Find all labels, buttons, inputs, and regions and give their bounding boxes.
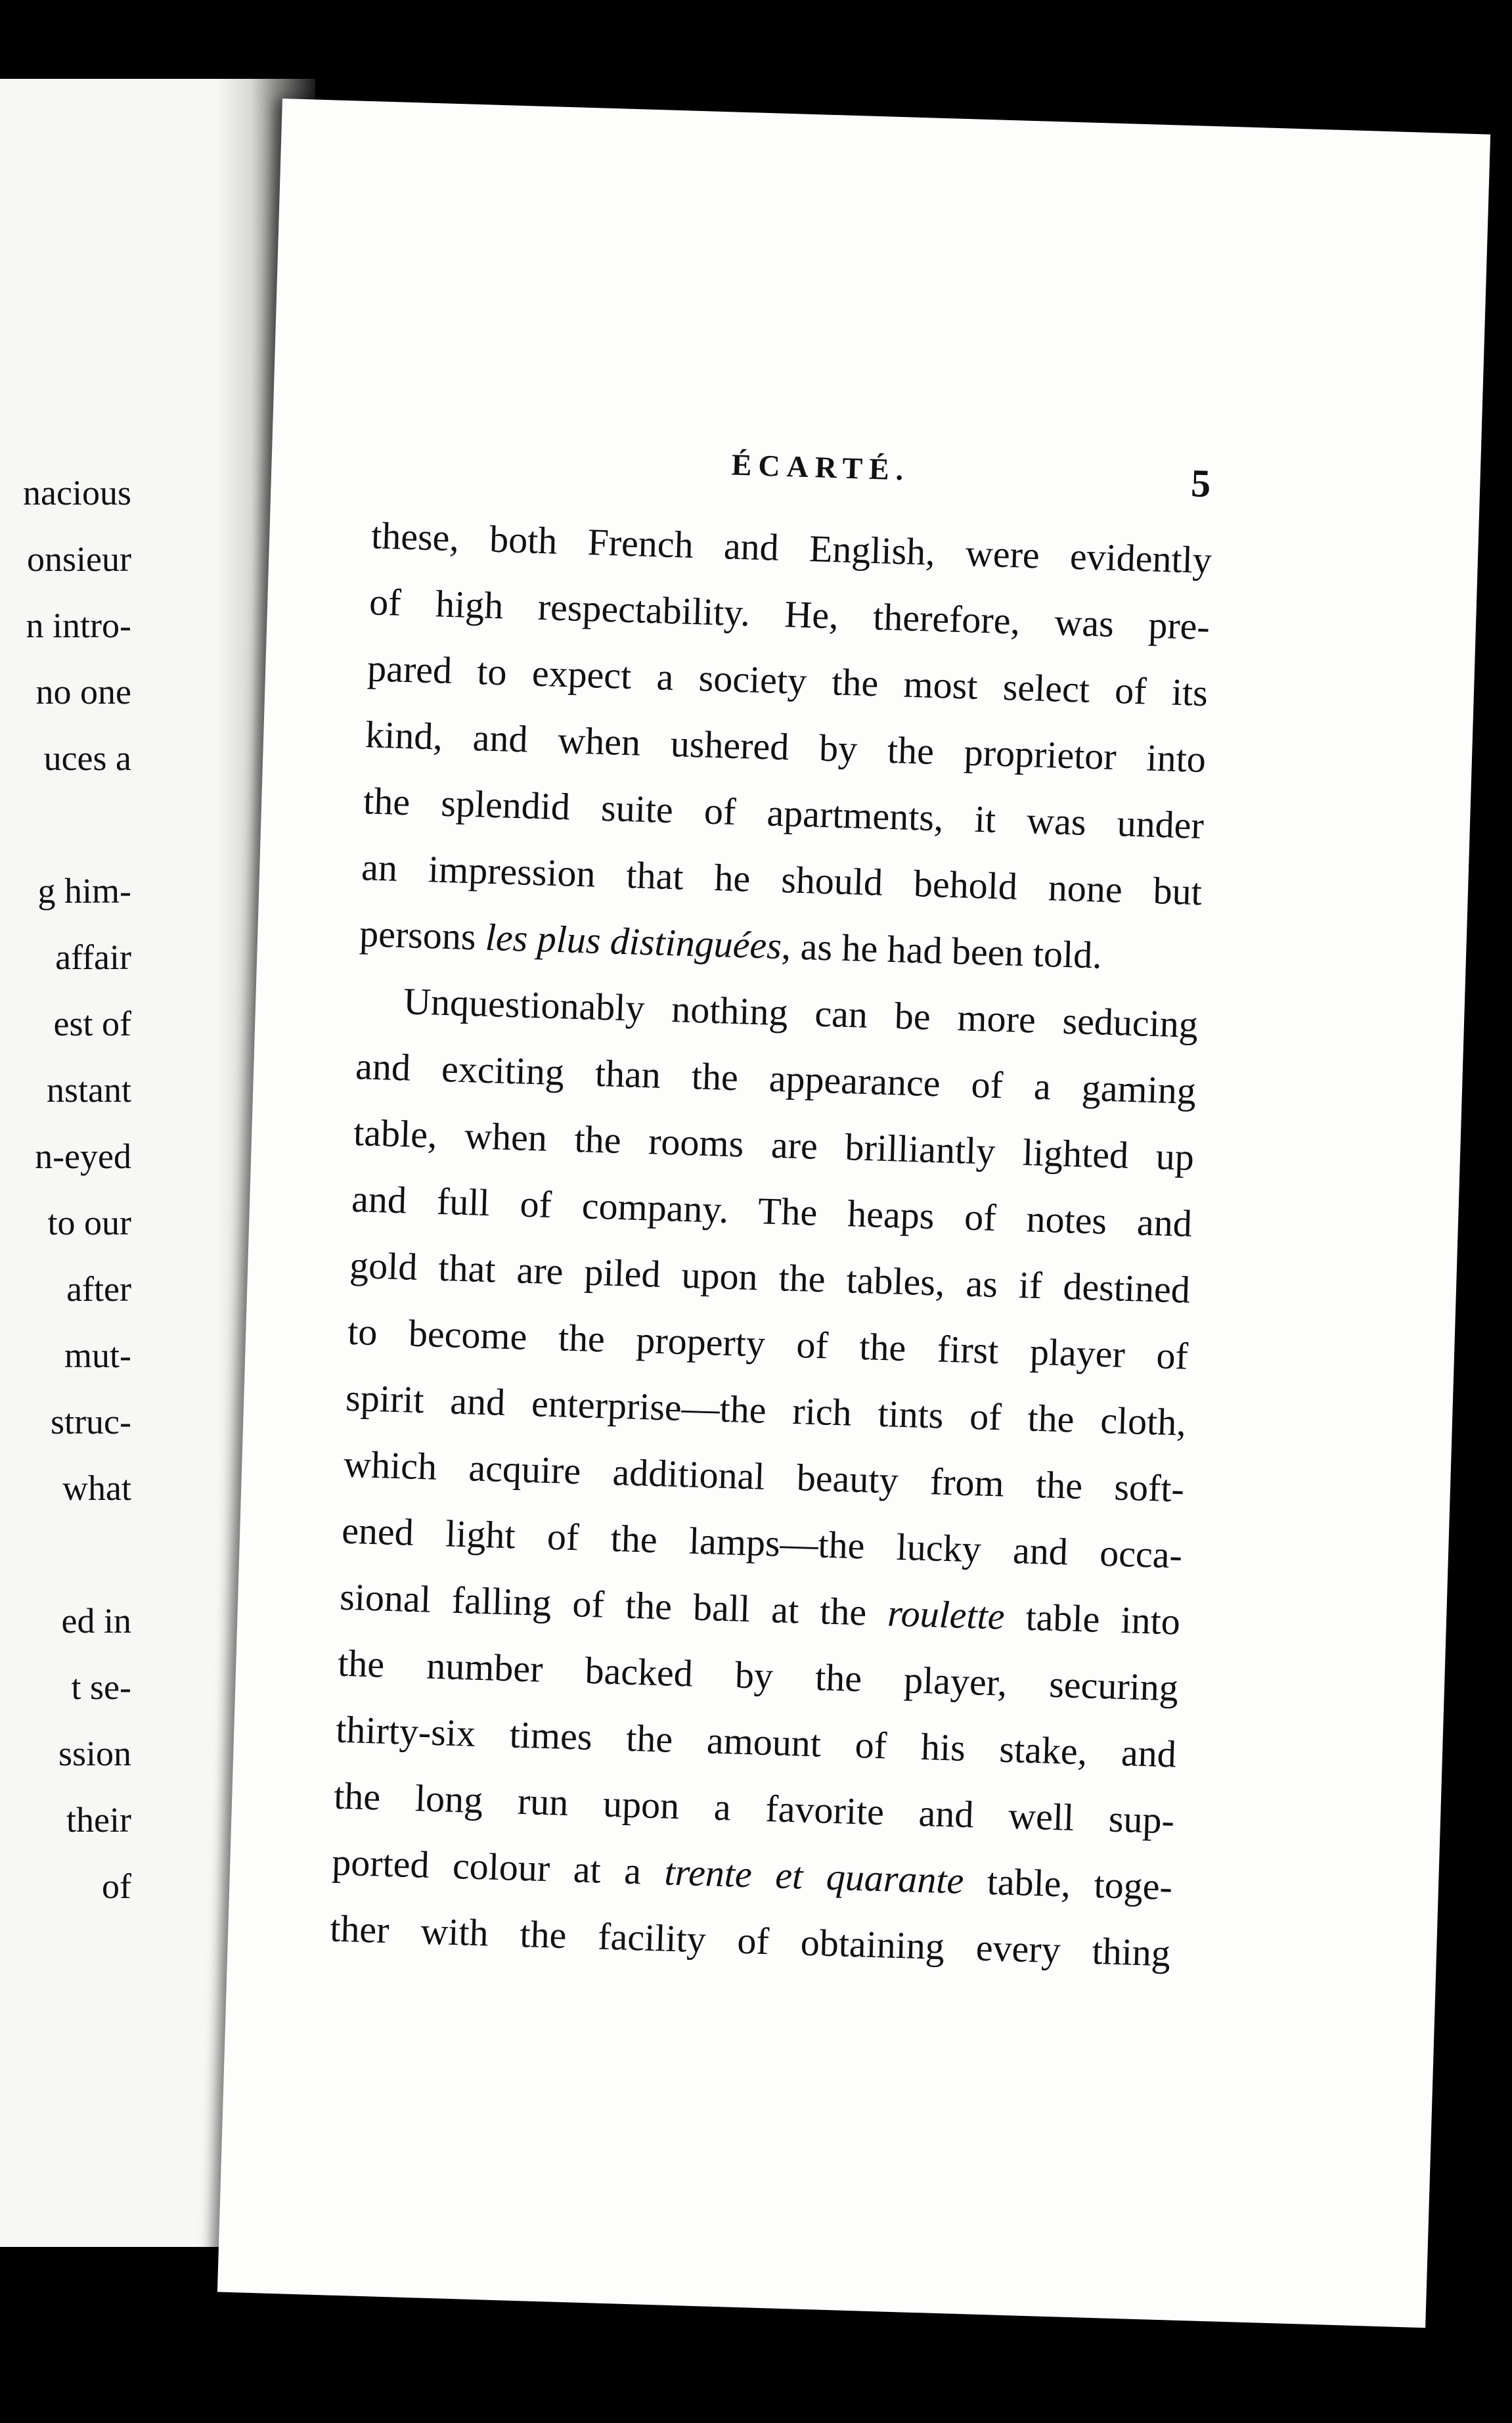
left-page-fragment: affair: [55, 938, 131, 977]
text-span: and full of company. The heaps of notes and: [351, 1177, 1193, 1245]
left-page-text-fragments: [0, 460, 131, 1920]
italic-phrase: trente et quarante: [663, 1850, 965, 1902]
running-head: ÉCARTÉ.: [731, 447, 911, 487]
text-span: the number backed by the player, securing: [337, 1641, 1179, 1710]
left-page-fragment: g him-: [37, 871, 131, 911]
left-page-fragment: to our: [47, 1203, 131, 1242]
text-span: Unquestionably nothing can be more seducing: [403, 980, 1199, 1046]
text-span: which acquire additional beauty from the soft-: [343, 1442, 1185, 1510]
text-span: pared to expect a society the most select of its: [367, 646, 1209, 715]
text-span: persons: [359, 912, 486, 959]
left-page-fragment: nacious: [23, 473, 131, 512]
text-span: thirty-six times the amount of his stake, and: [335, 1708, 1177, 1776]
left-page-fragment: ed in: [61, 1601, 131, 1641]
text-span: the splendid suite of apartments, it was under: [363, 779, 1205, 848]
left-page-fragment: of: [102, 1867, 131, 1906]
left-page-fragment: nstant: [47, 1070, 131, 1110]
left-page-fragment: est of: [53, 1004, 131, 1043]
text-span: table into: [1004, 1595, 1181, 1643]
text-span: spirit and enterprise—the rich tints of the cloth,: [345, 1376, 1187, 1444]
right-page: [217, 99, 1490, 2328]
left-page-fragment: [0, 1522, 131, 1588]
text-span: table, when the rooms are brilliantly lighted up: [353, 1110, 1195, 1179]
italic-phrase: roulette: [887, 1591, 1006, 1638]
text-span: and exciting than the appearance of a gaming: [355, 1044, 1197, 1112]
body-text: [329, 502, 1212, 1986]
left-page-fragment: struc-: [51, 1402, 131, 1441]
text-span: the long run upon a favorite and well sup-: [333, 1774, 1175, 1842]
text-span: ported colour at a: [331, 1840, 665, 1893]
left-page-fragment: ssion: [58, 1734, 131, 1773]
text-span: sional falling of the ball at the: [339, 1575, 889, 1635]
text-span: these, both French and English, were evidently: [370, 514, 1212, 582]
left-page-fragment: after: [66, 1269, 131, 1309]
left-page-fragment: t se-: [71, 1667, 131, 1707]
page-number: 5: [1190, 461, 1212, 506]
left-page-fragment: onsieur: [27, 539, 131, 579]
left-page-fragment: what: [62, 1468, 131, 1508]
left-page-fragment: n-eyed: [35, 1137, 131, 1176]
left-page-fragment: uces a: [43, 738, 131, 778]
text-span: ened light of the lamps—the lucky and occa-: [341, 1508, 1183, 1577]
left-page-fragment: mut-: [64, 1336, 131, 1375]
text-span: to become the property of the first player of: [347, 1309, 1189, 1378]
text-span: ther with the facility of obtaining every thing: [329, 1907, 1171, 1975]
left-page-fragment: no one: [35, 672, 131, 712]
left-page-fragment: n intro-: [26, 606, 131, 645]
text-span: gold that are piled upon the tables, as if destined: [349, 1243, 1191, 1311]
italic-phrase: les plus distinguées: [485, 915, 782, 968]
text-span: , as he had been told.: [780, 924, 1103, 977]
text-span: kind, and when ushered by the proprietor into: [365, 713, 1207, 781]
left-page-fragment: their: [66, 1800, 131, 1840]
left-page-fragment: [0, 792, 131, 858]
text-span: an impression that he should behold none but: [361, 846, 1203, 914]
text-span: table, toge-: [963, 1859, 1173, 1909]
text-span: of high respectability. He, therefore, was pre-: [368, 580, 1211, 648]
